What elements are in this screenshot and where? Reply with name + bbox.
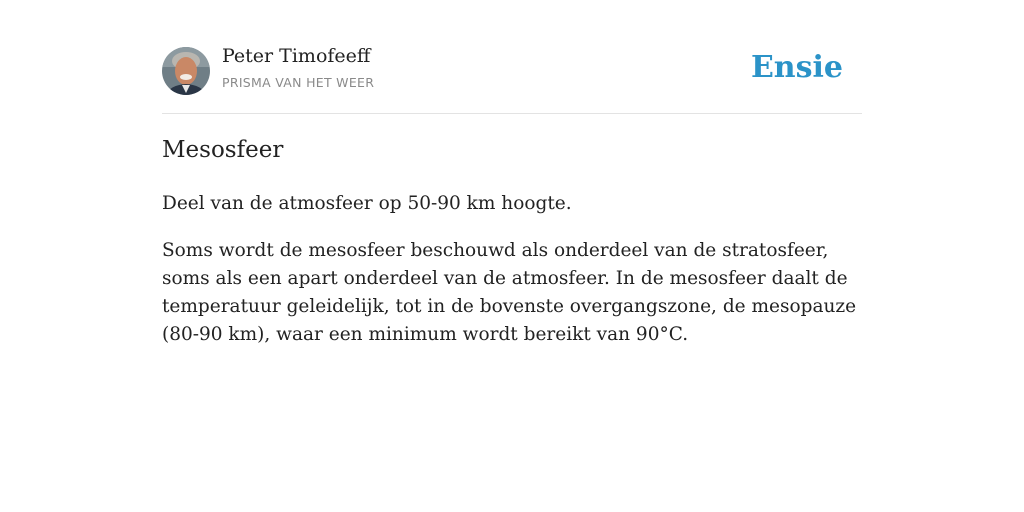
author-name[interactable]: Peter Timofeeff xyxy=(222,45,371,67)
page xyxy=(162,0,862,345)
article-paragraph: Soms wordt de mesosfeer beschouwd als onderdeel van de stratosfeer, soms als een apart onderdeel van de atmosfeer. In de mesosfeer daalt de temperatuur geleidelijk, tot in de bovenste overgangszone, de mesopauze (80-90 km), waar een minimum wordt bereikt van 90°C. xyxy=(162,240,857,345)
brand-logo[interactable]: Ensie xyxy=(750,50,843,85)
article-title: Mesosfeer xyxy=(162,137,284,163)
header xyxy=(162,0,862,114)
author-subtitle: PRISMA VAN HET WEER xyxy=(222,75,375,90)
article-paragraph: Deel van de atmosfeer op 50-90 km hoogte. xyxy=(162,193,572,214)
avatar-icon xyxy=(162,47,210,95)
author-avatar[interactable] xyxy=(162,47,210,95)
